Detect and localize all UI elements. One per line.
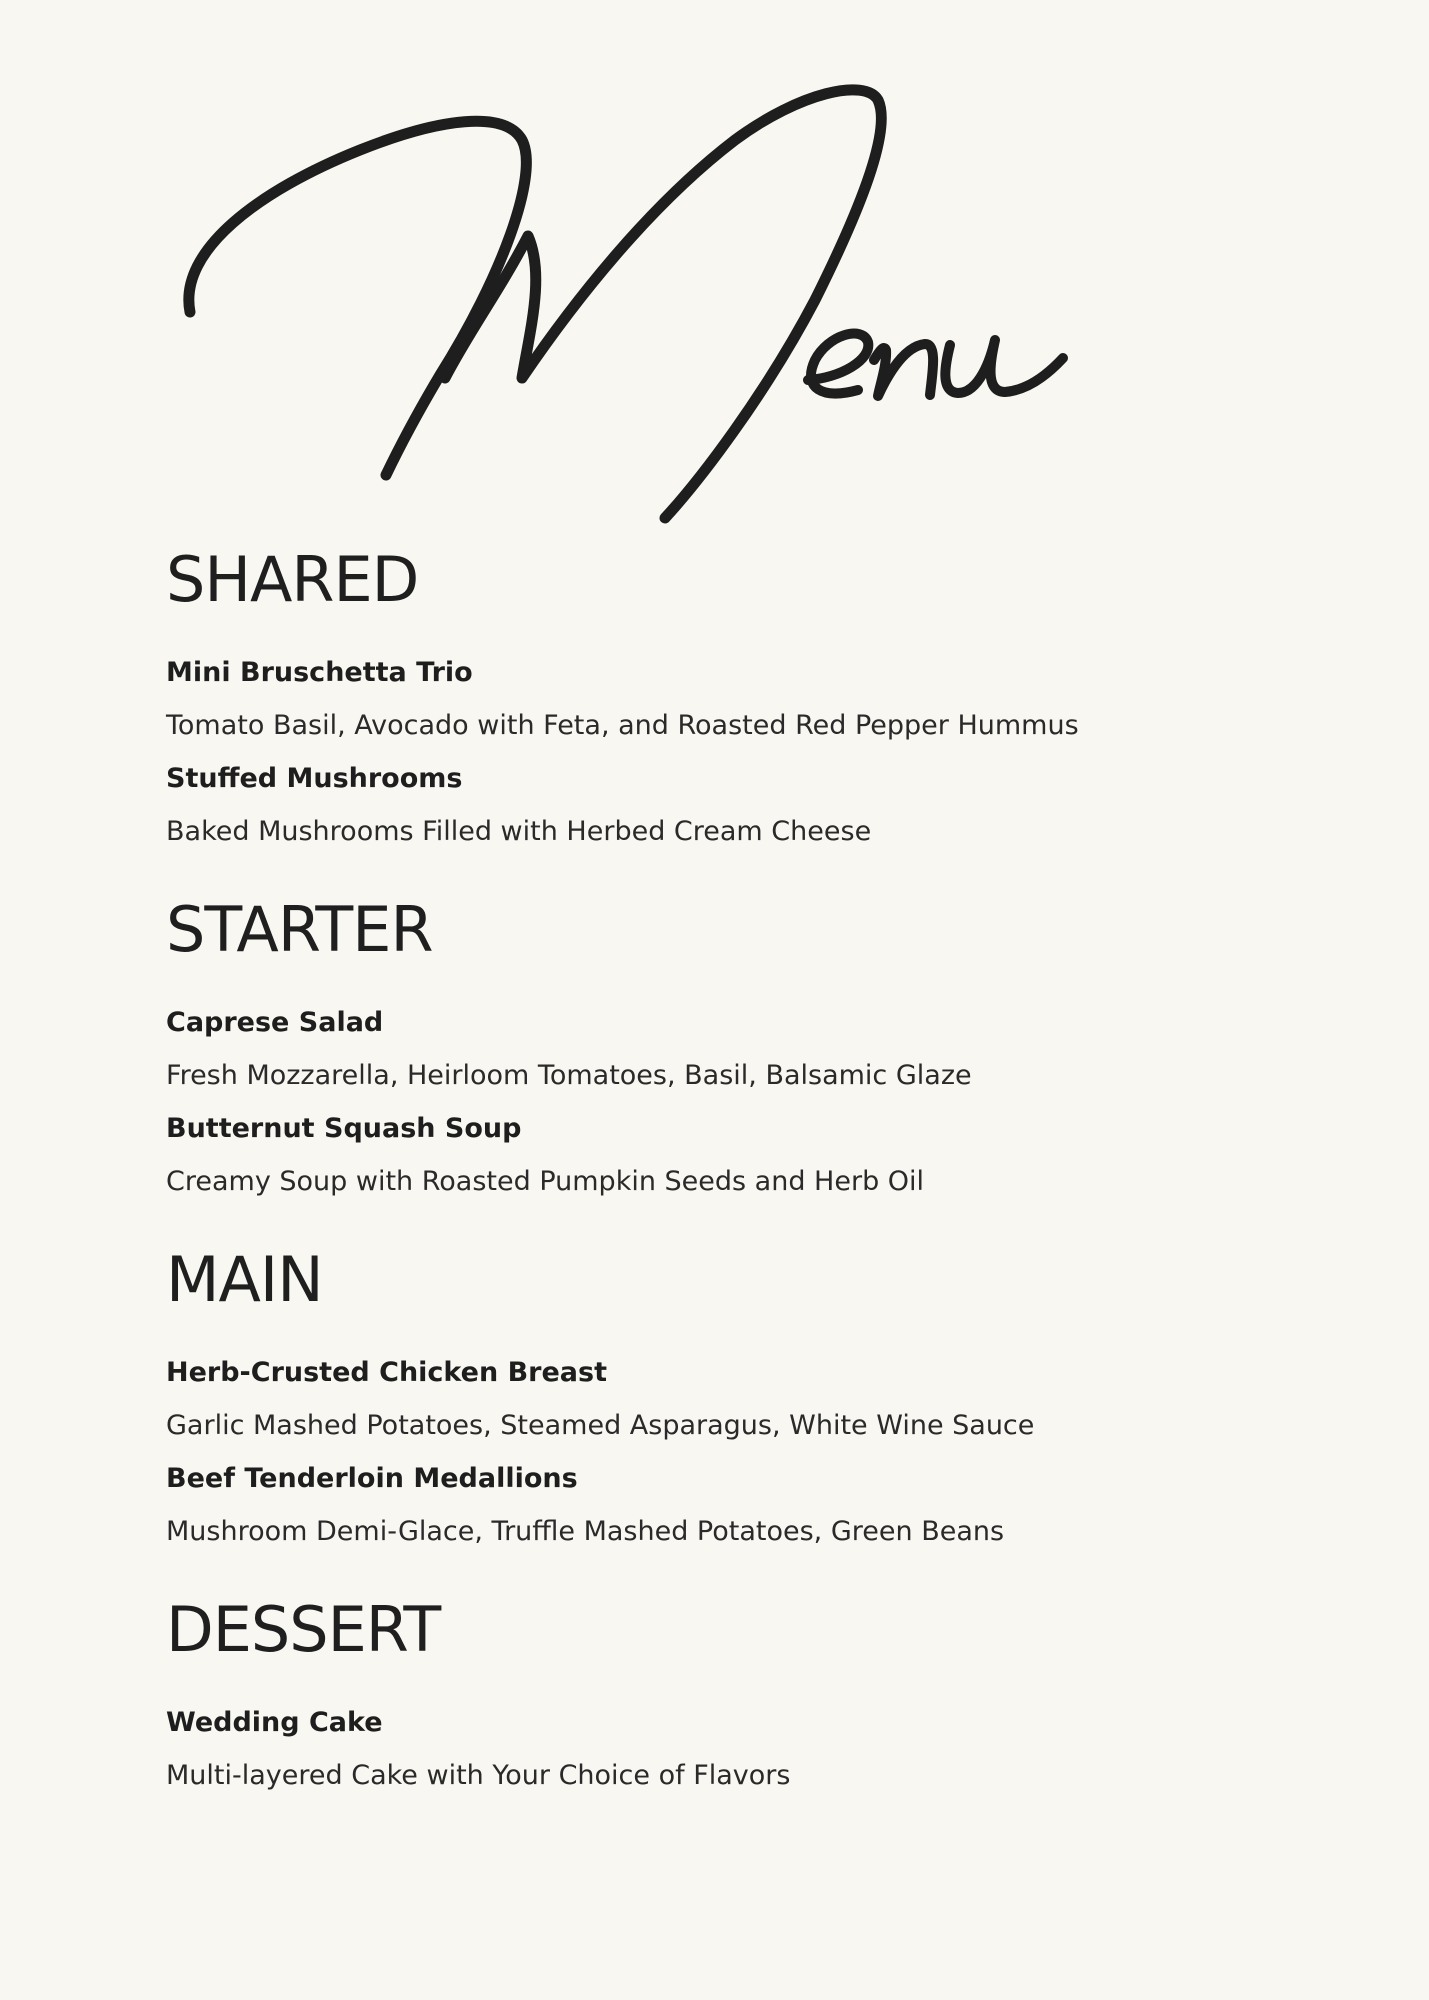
title-letter-m-swoop xyxy=(189,121,527,475)
menu-item-description: Creamy Soup with Roasted Pumpkin Seeds and Herb Oil xyxy=(166,1166,925,1197)
menu-script-title xyxy=(0,0,1429,540)
title-letter-u xyxy=(945,340,1063,393)
menu-item-description: Fresh Mozzarella, Heirloom Tomatoes, Basil, Balsamic Glaze xyxy=(166,1060,972,1091)
menu-item-description: Garlic Mashed Potatoes, Steamed Asparagus, White Wine Sauce xyxy=(166,1410,1035,1441)
menu-item-name: Mini Bruschetta Trio xyxy=(166,657,473,688)
menu-item-name: Beef Tenderloin Medallions xyxy=(166,1463,578,1494)
menu-section-starter xyxy=(166,886,1316,1208)
menu-item-name: Wedding Cake xyxy=(166,1707,383,1738)
title-letter-m-zigzag xyxy=(445,90,881,518)
menu-item-name: Butternut Squash Soup xyxy=(166,1113,522,1144)
title-letter-n xyxy=(874,344,933,396)
menu-section-main xyxy=(166,1236,1316,1558)
menu-item-name: Stuffed Mushrooms xyxy=(166,763,463,794)
title-letter-e xyxy=(808,334,868,394)
menu-item-name: Caprese Salad xyxy=(166,1007,384,1038)
section-heading: DESSERT xyxy=(166,1593,441,1666)
section-heading: MAIN xyxy=(166,1243,323,1316)
menu-section-shared xyxy=(166,536,1316,858)
menu-content xyxy=(166,536,1316,1830)
section-heading: SHARED xyxy=(166,543,419,616)
menu-item-description: Tomato Basil, Avocado with Feta, and Roasted Red Pepper Hummus xyxy=(166,710,1079,741)
section-heading: STARTER xyxy=(166,893,433,966)
menu-item-name: Herb-Crusted Chicken Breast xyxy=(166,1357,607,1388)
menu-item-description: Baked Mushrooms Filled with Herbed Cream Cheese xyxy=(166,816,872,847)
menu-section-dessert xyxy=(166,1586,1316,1802)
menu-item-description: Mushroom Demi-Glace, Truffle Mashed Potatoes, Green Beans xyxy=(166,1516,1005,1547)
menu-item-description: Multi-layered Cake with Your Choice of Flavors xyxy=(166,1760,791,1791)
